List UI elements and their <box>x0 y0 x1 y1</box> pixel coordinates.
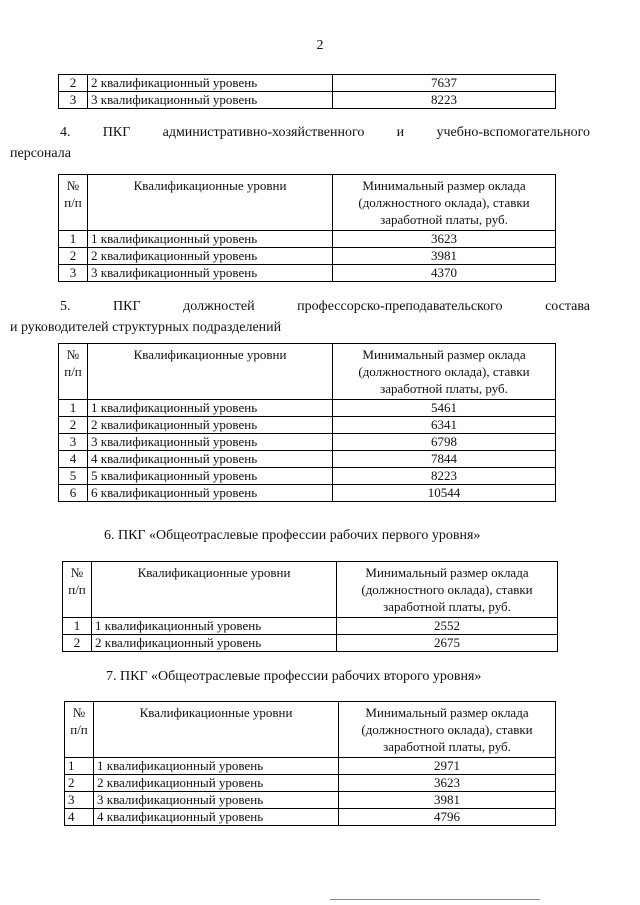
row-salary: 8223 <box>333 468 556 485</box>
col-level-header: Квалификационные уровни <box>92 562 337 618</box>
row-level: 2 квалификационный уровень <box>94 775 339 792</box>
table-section-3-continued <box>58 74 556 109</box>
row-level: 2 квалификационный уровень <box>88 75 333 92</box>
table-header <box>65 702 556 758</box>
table-row <box>63 618 558 635</box>
col-level-header: Квалификационные уровни <box>88 344 333 400</box>
row-salary: 8223 <box>333 92 556 109</box>
table-row <box>59 92 556 109</box>
table-row <box>65 809 556 826</box>
row-salary: 2552 <box>337 618 558 635</box>
col-num-header: № п/п <box>63 562 92 618</box>
row-salary: 3981 <box>339 792 556 809</box>
row-number: 5 <box>59 468 88 485</box>
row-number: 1 <box>63 618 92 635</box>
col-salary-header: Минимальный размер оклада (должностного оклада), ставки заработной платы, руб. <box>337 562 558 618</box>
row-salary: 3623 <box>333 231 556 248</box>
table-section-6 <box>62 561 558 652</box>
table-row <box>65 758 556 775</box>
row-salary: 6798 <box>333 434 556 451</box>
col-salary-header: Минимальный размер оклада (должностного оклада), ставки заработной платы, руб. <box>333 175 556 231</box>
table-row <box>65 792 556 809</box>
col-num-header: № п/п <box>59 344 88 400</box>
table-header <box>63 562 558 618</box>
row-number: 6 <box>59 485 88 502</box>
section-7-heading <box>106 666 636 687</box>
row-number: 2 <box>65 775 94 792</box>
row-level: 1 квалификационный уровень <box>88 231 333 248</box>
section-5-heading <box>10 296 590 338</box>
row-number: 4 <box>59 451 88 468</box>
section-4-heading <box>10 122 590 164</box>
table-row <box>59 451 556 468</box>
row-level: 3 квалификационный уровень <box>88 92 333 109</box>
row-level: 4 квалификационный уровень <box>94 809 339 826</box>
row-level: 3 квалификационный уровень <box>88 434 333 451</box>
section-6-heading-line1: 6. ПКГ «Общеотраслевые профессии рабочих первого уровня» <box>104 528 481 543</box>
table-header <box>59 344 556 400</box>
table-section-4 <box>58 174 556 282</box>
row-number: 2 <box>59 248 88 265</box>
section-4-heading-line1: 4. ПКГ административно-хозяйственного и учебно-вспомогательного <box>60 125 590 140</box>
section-5-heading-line1: 5. ПКГ должностей профессорско-преподавательского состава <box>60 299 590 314</box>
col-level-header: Квалификационные уровни <box>88 175 333 231</box>
col-num-header: № п/п <box>65 702 94 758</box>
table-row <box>59 400 556 417</box>
row-level: 3 квалификационный уровень <box>88 265 333 282</box>
row-level: 4 квалификационный уровень <box>88 451 333 468</box>
row-number: 3 <box>59 434 88 451</box>
page-bottom-rule <box>330 899 540 900</box>
col-salary-header: Минимальный размер оклада (должностного оклада), ставки заработной платы, руб. <box>333 344 556 400</box>
row-level: 1 квалификационный уровень <box>92 618 337 635</box>
row-number: 3 <box>59 92 88 109</box>
row-salary: 4796 <box>339 809 556 826</box>
row-level: 2 квалификационный уровень <box>92 635 337 652</box>
row-salary: 6341 <box>333 417 556 434</box>
row-number: 3 <box>65 792 94 809</box>
table-row <box>59 265 556 282</box>
row-salary: 5461 <box>333 400 556 417</box>
row-number: 2 <box>59 417 88 434</box>
table-section-7 <box>64 701 556 826</box>
row-salary: 7637 <box>333 75 556 92</box>
row-salary: 2971 <box>339 758 556 775</box>
row-number: 1 <box>59 231 88 248</box>
row-salary: 3981 <box>333 248 556 265</box>
row-number: 1 <box>59 400 88 417</box>
section-4-heading-line2: персонала <box>10 146 71 161</box>
row-salary: 2675 <box>337 635 558 652</box>
row-number: 2 <box>59 75 88 92</box>
row-number: 1 <box>65 758 94 775</box>
row-number: 3 <box>59 265 88 282</box>
table-row <box>59 75 556 92</box>
table-row <box>63 635 558 652</box>
table-row <box>59 231 556 248</box>
row-level: 5 квалификационный уровень <box>88 468 333 485</box>
col-level-header: Квалификационные уровни <box>94 702 339 758</box>
table-row <box>59 417 556 434</box>
page-number: 2 <box>316 38 324 53</box>
row-salary: 3623 <box>339 775 556 792</box>
table-row <box>65 775 556 792</box>
row-salary: 10544 <box>333 485 556 502</box>
table-header <box>59 175 556 231</box>
table-row <box>59 468 556 485</box>
row-salary: 7844 <box>333 451 556 468</box>
col-salary-header: Минимальный размер оклада (должностного оклада), ставки заработной платы, руб. <box>339 702 556 758</box>
row-level: 3 квалификационный уровень <box>94 792 339 809</box>
row-number: 2 <box>63 635 92 652</box>
table-section-5 <box>58 343 556 502</box>
row-level: 1 квалификационный уровень <box>88 400 333 417</box>
section-7-heading-line1: 7. ПКГ «Общеотраслевые профессии рабочих второго уровня» <box>106 669 482 684</box>
row-number: 4 <box>65 809 94 826</box>
row-level: 2 квалификационный уровень <box>88 248 333 265</box>
table-row <box>59 434 556 451</box>
section-6-heading <box>104 525 634 546</box>
row-level: 6 квалификационный уровень <box>88 485 333 502</box>
col-num-header: № п/п <box>59 175 88 231</box>
section-5-heading-line2: и руководителей структурных подразделений <box>10 320 282 335</box>
table-row <box>59 248 556 265</box>
row-salary: 4370 <box>333 265 556 282</box>
row-level: 1 квалификационный уровень <box>94 758 339 775</box>
row-level: 2 квалификационный уровень <box>88 417 333 434</box>
table-row <box>59 485 556 502</box>
